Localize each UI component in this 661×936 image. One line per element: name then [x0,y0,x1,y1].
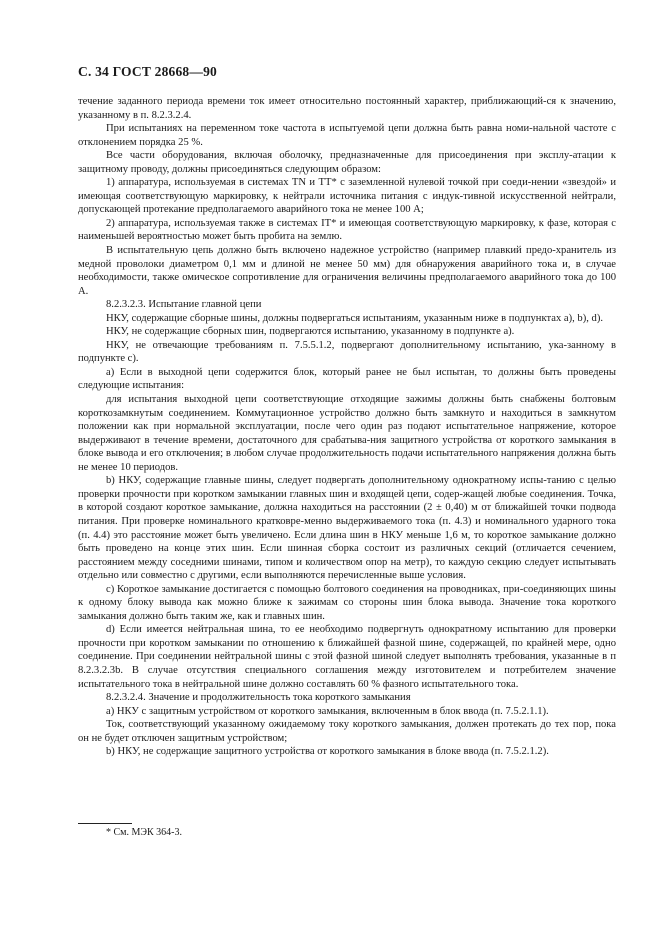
footnote-divider [78,823,132,824]
paragraph: В испытательную цепь должно быть включено надежное устройство (например плавкий предо-хранитель из медной проволоки диаметром 0,1 мм и длиной не менее 50 мм) для обнаружения аварийного тока и, в случае необходимости, также омическое сопротивление для ограничения величины предполагаемого аварийного тока до 100 А. [78,245,616,297]
paragraph: Ток, соответствующий указанному ожидаемому току короткого замыкания, должен протекать до тех пор, пока он не будет отключен защитным устройством; [78,719,616,744]
paragraph: для испытания выходной цепи соответствующие отходящие зажимы должны быть снабжены болтовым короткозамкнутым соединением. Коммутационное устройство должно быть замкнуто и находиться в замкнутом положении как при нормальной эксплуатации, после чего один раз подают испытательное напряжение, которое выдерживают в течение времени, достаточного для срабатыва-ния защитного устройства от короткого замыкания в блоке вывода и его отключения; в любом случае продолжительность подачи испытательного напряжения должна быть не менее 10 периодов. [78,394,616,473]
document-body [78,95,616,759]
paragraph: b) НКУ, не содержащие защитного устройства от короткого замыкания в блоке ввода (п. 7.5.2.1.2). [106,746,549,758]
paragraph: а) Если в выходной цепи содержится блок, который ранее не был испытан, то должны быть проведены следующие испытания: [78,366,616,392]
paragraph: 1) аппаратура, используемая в системах TN и TT* с заземленной нулевой точкой при соеди-нении «звездой» и имеющая соответствующую маркировку, к нейтрали источника питания с индук-тивной искусственной нейтрали, допускающей протекание предполагаемого аварийного тока не менее 100 А; [78,177,616,216]
paragraph: НКУ, не отвечающие требованиям п. 7.5.5.1.2, подвергают дополнительному испытанию, ука-занному в подпункте с). [78,339,616,365]
paragraph: 8.2.3.2.3. Испытание главной цепи [106,299,262,311]
paragraph: При испытаниях на переменном токе частота в испытуемой цепи должна быть равна номи-нальной частоте с отклонением порядка 25 %. [78,123,616,148]
paragraph: а) НКУ с защитным устройством от короткого замыкания, включенным в блок ввода (п. 7.5.2.1.1). [106,705,549,717]
paragraph: НКУ, содержащие сборные шины, должны подвергаться испытаниям, указанным ниже в подпунктах а), b), d). [106,312,604,324]
page-header: С. 34 ГОСТ 28668—90 [78,64,217,79]
paragraph: 8.2.3.2.4. Значение и продолжительность тока короткого замыкания [106,692,411,704]
paragraph: течение заданного периода времени ток имеет относительно постоянный характер, приближающий-ся к значению, указанному в п. 8.2.3.2.4. [78,96,616,121]
paragraph: d) Если имеется нейтральная шина, то ее необходимо подвергнуть однократному испытанию для проверки прочности при коротком замыкании по отношению к ближайшей фазной шине, содержащей, по крайней мере, одно соединение. При соединении нейтральной шины с этой фазной шиной следует выполнять требования, указанные в п 8.2.3.2.3b. В случае отсутствия специального соглашения между изготовителем и потребителем значение испытательного тока в нейтральной шине должно составлять 60 % фазного испытательного тока. [78,624,616,690]
paragraph: Все части оборудования, включая оболочку, предназначенные для присоединения при эксплу-атации к защитному проводу, должны присоединяться следующим образом: [78,150,616,175]
footnote: * См. МЭК 364-3. [106,827,182,838]
paragraph: НКУ, не содержащие сборных шин, подвергаются испытанию, указанному в подпункте а). [106,326,515,338]
paragraph: с) Короткое замыкание достигается с помощью болтового соединения на проводниках, при-соединяющих шины к одному блоку вывода как можно ближе к зажимам со стороны шин блока вывода. Значение тока короткого замыкания должно быть таким же, как и главных шин. [78,583,616,622]
paragraph: b) НКУ, содержащие главные шины, следует подвергать дополнительному однократному испы-танию с целью проверки прочности при коротком замыкании главных шин и входящей цепи, содер-жащей любые соединения. Точка, в которой создают короткое замыкание, должна находиться на расстоянии (2 ± 0,40) м от ближайшей точки подвода питания. При проверке номинального кратковре-менно выдерживаемого тока (п. 4.3) и номинального ударного тока (п. 4.4) это расстояние может быть увеличено. Если длина шин в НКУ меньше 1,6 м, то короткое замыкание должно быть проведено на конце этих шин. Если шинная сборка состоит из различных секций (отличается сечением, расстоянием между соседними шинами, типом и количеством опор на метр), то каждую секцию следует испытывать отдельно или совместно с другими, если выполняются перечисленные выше условия. [78,475,616,582]
paragraph: 2) аппаратура, используемая также в системах IT* и имеющая соответствующую маркировку, к фазе, которая с наименьшей вероятностью может быть пробита на землю. [78,217,616,243]
